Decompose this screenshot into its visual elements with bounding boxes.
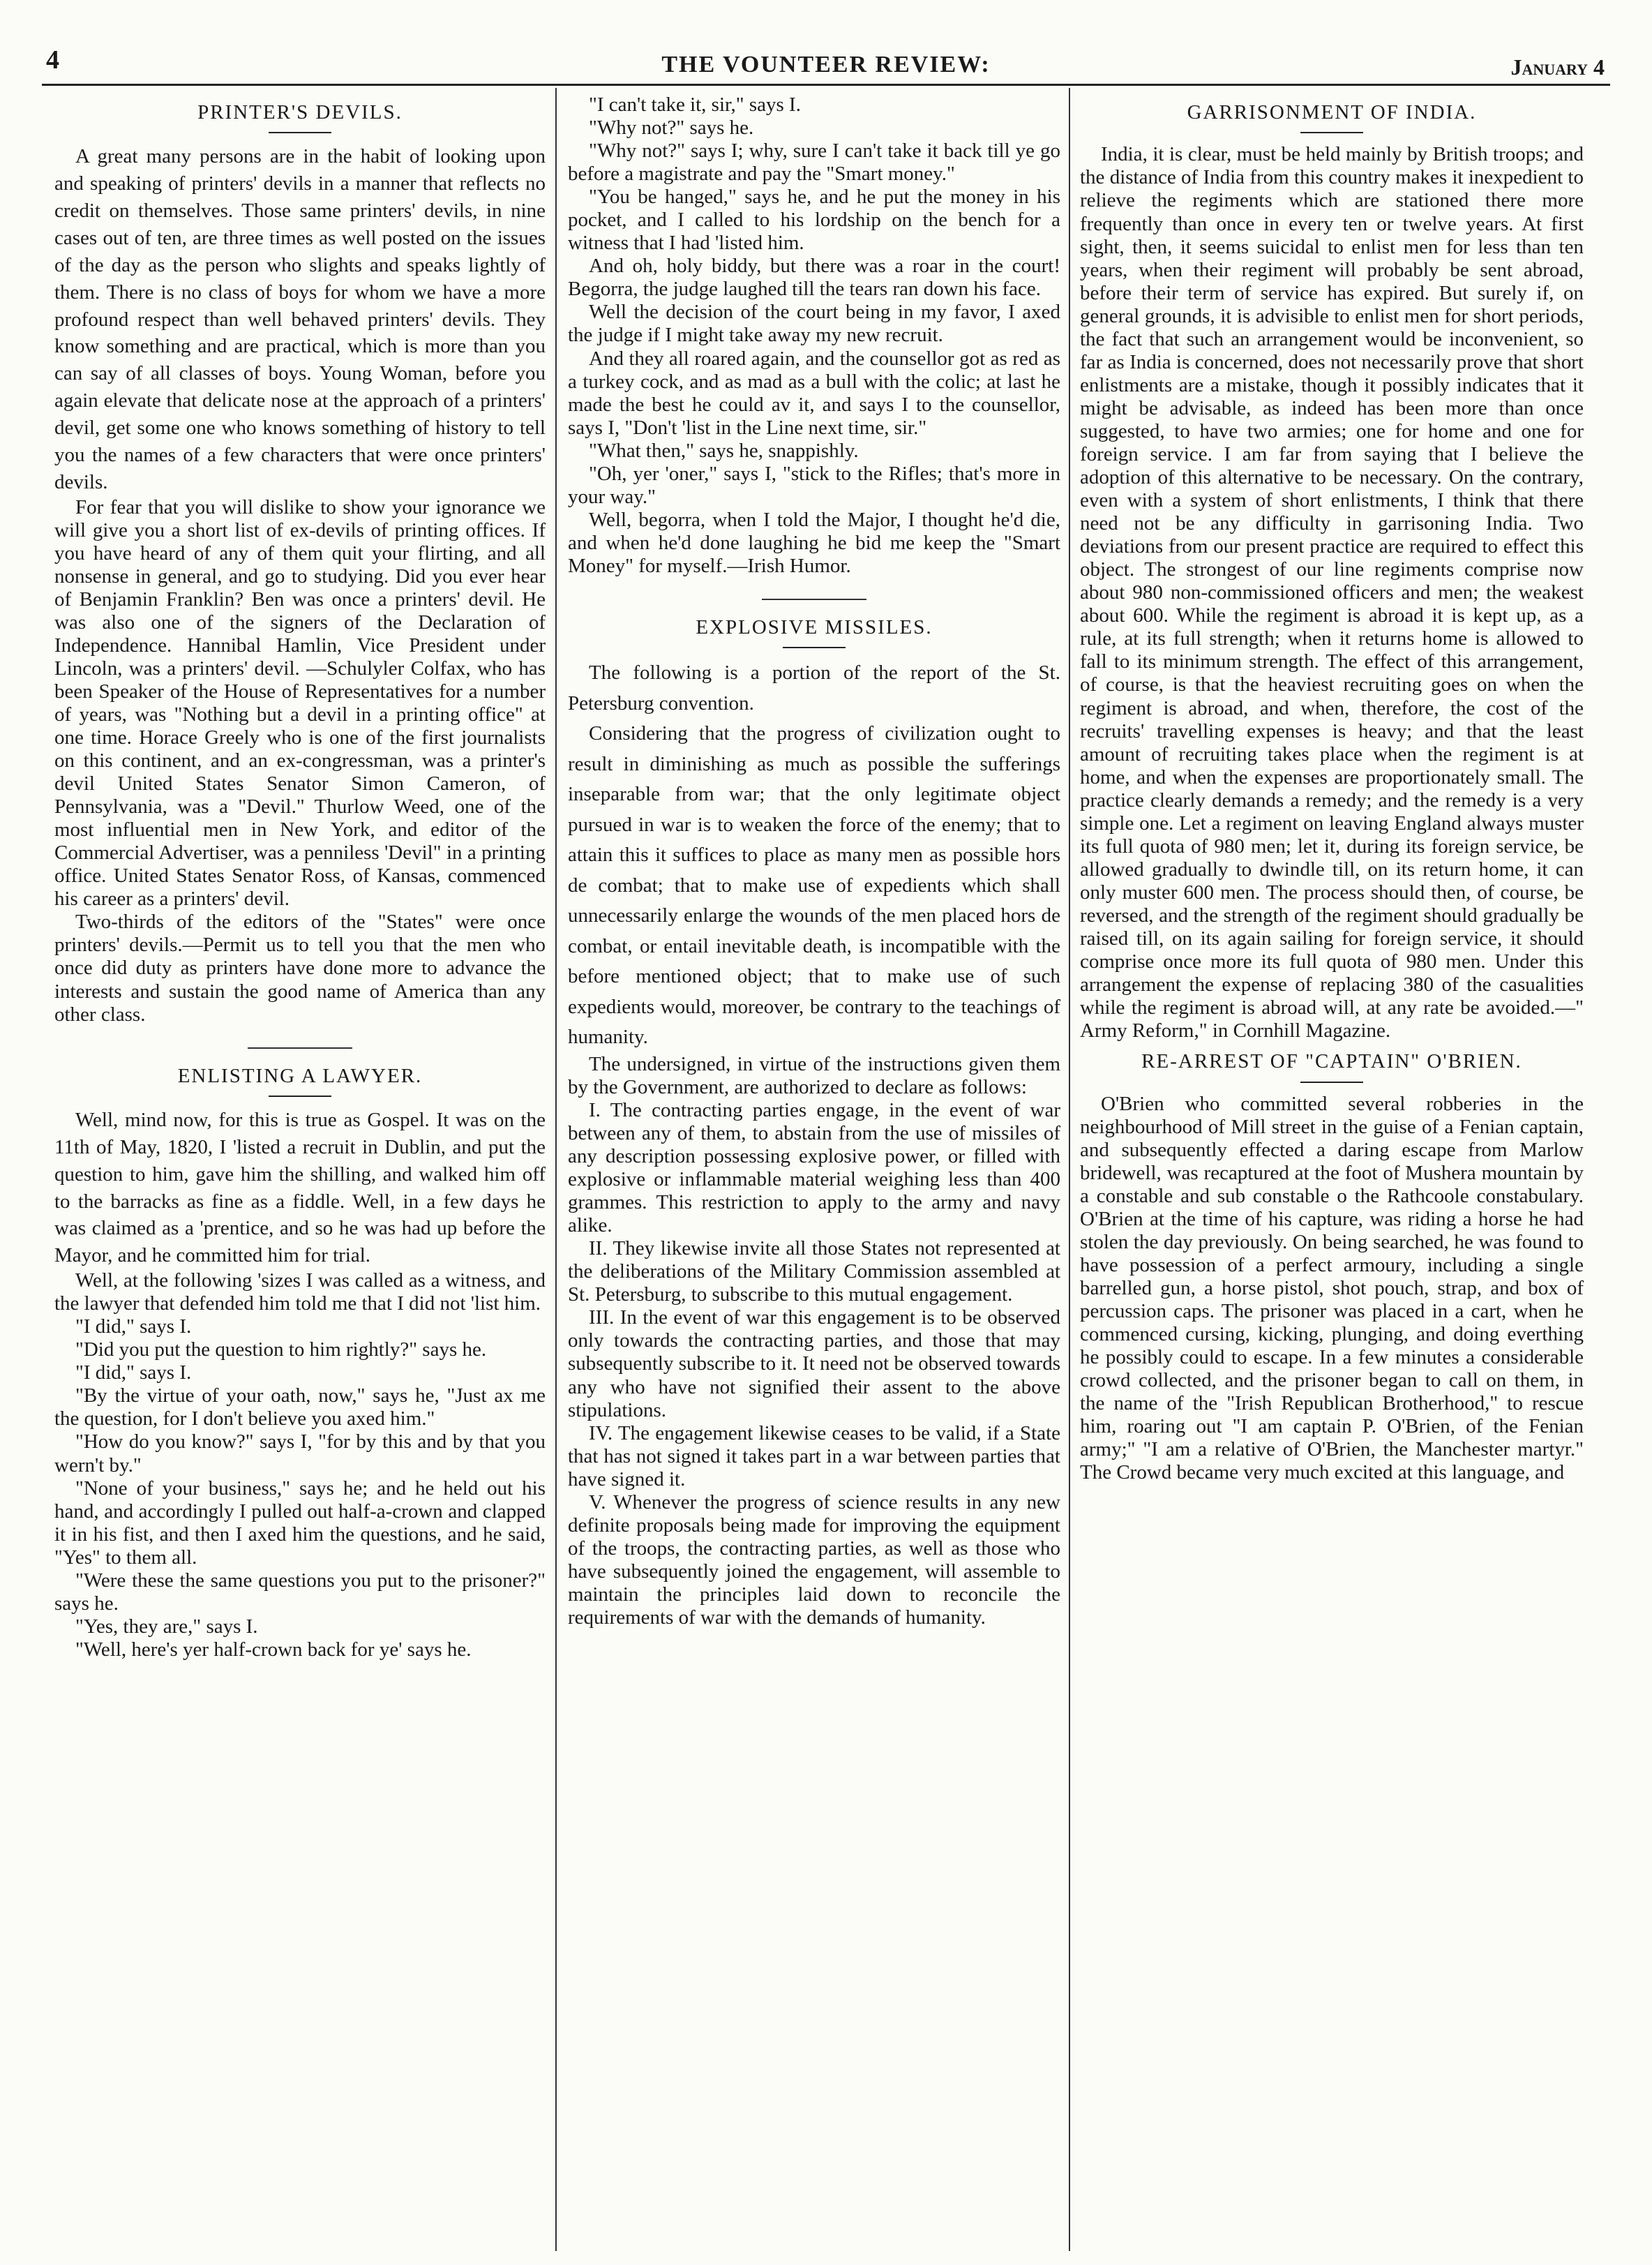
column-1	[54, 94, 546, 2243]
lawyer-paragraph: "Yes, they are," says I.	[75, 1615, 258, 1638]
lawyer-paragraph: "None of your business," says he; and he held out his hand, and accordingly I pulled out half-a-crown and clapped it in his fist, and then I axed him the questions, and he said, "Yes" to them all.	[54, 1477, 546, 1569]
lawyer-continued-paragraph: "What then," says he, snappishly.	[589, 439, 859, 462]
article-separator	[762, 599, 866, 600]
lawyer-paragraph: "Did you put the question to him rightly?" says he.	[75, 1338, 487, 1361]
column-rule-1	[555, 88, 557, 2251]
explosive-paragraph: II. They likewise invite all those States not represented at the deliberations of the Military Commission assembled at St. Petersburg, to subscribe to this mutual engagement.	[568, 1237, 1060, 1306]
lawyer-paragraph: "Were these the same questions you put to the prisoner?" says he.	[54, 1569, 546, 1615]
page-number: 4	[46, 45, 59, 75]
explosive-paragraph: V. Whenever the progress of science results in any new definite proposals being made for improving the equipment of the troops, the contracting parties, as well as those who have subsequently joined the engagement, will assemble to maintain the principles laid down to reconcile the requirements of war with the demands of humanity.	[568, 1490, 1060, 1629]
masthead	[42, 35, 1610, 86]
lawyer-paragraph: "By the virtue of your oath, now," says he, "Just ax me the question, for I don't believe you axed him."	[54, 1384, 546, 1430]
explosive-paragraph: The following is a portion of the report of the St. Petersburg convention.	[568, 661, 1060, 715]
lawyer-continued-paragraph: "Oh, yer 'oner," says I, "stick to the Rifles; that's more in your way."	[568, 462, 1060, 508]
issue-date: January 4	[1510, 54, 1605, 80]
newspaper-title: THE VOUNTEER REVIEW:	[661, 52, 991, 77]
printers-devils-paragraph: Two-thirds of the editors of the "States" were once printers' devils.—Permit us to tell you that the men who once did duty as printers have done more to advance the interests and sustain the good name of America than any other class.	[54, 911, 546, 1026]
enlisting-lawyer-heading: ENLISTING A LAWYER.	[54, 1064, 546, 1097]
lawyer-paragraph: "I did," says I.	[75, 1315, 192, 1338]
india-garrison-heading: GARRISONMENT OF INDIA.	[1080, 100, 1584, 133]
obrien-heading: RE-ARREST OF "CAPTAIN" O'BRIEN.	[1080, 1049, 1584, 1082]
lawyer-continued-paragraph: "You be hanged," says he, and he put the money in his pocket, and I called to his lordship on the bench for a witness that I had 'listed him.	[568, 186, 1060, 255]
explosive-missiles-heading: EXPLOSIVE MISSILES.	[568, 615, 1060, 648]
column-rule-2	[1069, 88, 1070, 2251]
explosive-paragraph: Considering that the progress of civilization ought to result in diminishing as much as possible the sufferings inseparable from war; that the only legitimate object pursued in war is to weaken the force of the enemy; that to attain this it suffices to place as many men as possible hors de combat; that to make use of expedients which shall unnecessarily enlarge the wounds of the men placed hors de combat, or entail inevitable death, is incompatible with the before mentioned object; that to make use of such expedients would, moreover, be contrary to the teachings of humanity.	[568, 722, 1060, 1049]
lawyer-continued-paragraph: "Why not?" says I; why, sure I can't take it back till ye go before a magistrate and pay the "Smart money."	[568, 140, 1060, 186]
explosive-paragraph: I. The contracting parties engage, in the event of war between any of them, to abstain from the use of missiles of any description possessing explosive power, or filled with explosive or inflammable material weighing less than 400 grammes. This restriction to apply to the army and navy alike.	[568, 1098, 1060, 1237]
lawyer-continued-paragraph: And they all roared again, and the counsellor got as red as a turkey cock, and as mad as a bull with the colic; at last he made the best he could av it, and says I to the counsellor, says I, "Don't 'list in the Line next time, sir."	[568, 347, 1060, 439]
lawyer-paragraph: "Well, here's yer half-crown back for ye' says he.	[75, 1638, 472, 1661]
lawyer-paragraph: "How do you know?" says I, "for by this and by that you wern't by."	[54, 1430, 546, 1477]
printers-devils-heading: PRINTER'S DEVILS.	[54, 100, 546, 133]
column-2	[568, 94, 1060, 2243]
lawyer-continued-paragraph: Well, begorra, when I told the Major, I thought he'd die, and when he'd done laughing he bid me keep the "Smart Money" for myself.—Irish Humor.	[568, 508, 1060, 577]
lawyer-continued-paragraph: "I can't take it, sir," says I.	[589, 94, 801, 116]
explosive-paragraph: The undersigned, in virtue of the instructions given them by the Government, are authorized to declare as follows:	[568, 1052, 1060, 1098]
india-paragraph: India, it is clear, must be held mainly by British troops; and the distance of India from this country makes it inexpedient to relieve the regiments which are stationed there more frequently than once in every ten or twelve years. At first sight, then, it seems suicidal to enlist men for less than ten years, when their regiment will probably be sent abroad, before their term of service has expired. But surely if, on general grounds, it is advisible to enlist men for short periods, the fact that such an arrangement would be inconvenient, so far as India is concerned, does not necessarily prove that short enlistments are a mistake, though it possibly indicates that it might be advisable, as indeed has been more than once suggested, to have two armies; one for home and one for foreign service. I am far from saying that I believe the adoption of this alternative to be necessary. On the contrary, even with a system of short enlistments, I think that there need not be any difficulty in garrisoning India. Two deviations from our present practice are required to effect this object. The strongest of our line regiments comprise now about 980 non-commissioned officers and men; the weakest about 600. While the regiment is abroad it is kept up, as a rule, at its full strength; when it returns home is allowed to fall to its minimum strength. The effect of this arrangement, of course, is that the heaviest recruiting goes on when the regiment is abroad, and when, therefore, the cost of the recruits' travelling expenses is heavy; and that the least amount of recruiting takes place when the regiment is at home, and when the expenses are proportionately small. The practice clearly demands a remedy; and the remedy is a very simple one. Let a regiment on leaving England always muster its full quota of 980 men; let it, during its foreign service, be allowed gradually to dwindle till, on its return home, it can only muster 600 men. The process should then, of course, be reversed, and the strength of the regiment should gradually be raised till, on its again sailing for foreign service, it should comprise once more its full quota of 980 men. Under this arrangement the expense of replacing 380 of the casualities while the regiment is abroad will, at any rate be avoided.—" Army Reform," in Cornhill Magazine.	[1080, 143, 1584, 1042]
article-separator	[248, 1047, 352, 1049]
lawyer-paragraph: Well, at the following 'sizes I was called as a witness, and the lawyer that defended him told me that I did not 'list him.	[54, 1269, 546, 1315]
lawyer-continued-paragraph: Well the decision of the court being in my favor, I axed the judge if I might take away my new recruit.	[568, 301, 1060, 347]
column-3	[1080, 94, 1584, 2243]
printers-devils-paragraph: For fear that you will dislike to show your ignorance we will give you a short list of ex-devils of printing offices. If you have heard of any of them quit your flirting, and all nonsense in general, and go to studying. Did you ever hear of Benjamin Franklin? Ben was once a printers' devil. He was also one of the signers of the Declaration of Independence. Hannibal Hamlin, Vice President under Lincoln, was a printers' devil. —Schulyler Colfax, who has been Speaker of the House of Representatives for a number of years, was "Nothing but a devil in a printing office" at one time. Horace Greely who is one of the first journalists on this continent, and an ex-congressman, was a printer's devil United States Senator Simon Cameron, of Pennsylvania, was a "Devil." Thurlow Weed, one of the most influential men in New York, and editor of the Commercial Advertiser, was a penniless 'Devil" in a printing office. United States Senator Ross, of Kansas, commenced his career as a printers' devil.	[54, 495, 546, 911]
explosive-paragraph: IV. The engagement likewise ceases to be valid, if a State that has not signed it takes part in a war between parties that have signed it.	[568, 1421, 1060, 1490]
lawyer-continued-paragraph: And oh, holy biddy, but there was a roar in the court! Begorra, the judge laughed till the tears ran down his face.	[568, 255, 1060, 301]
obrien-paragraph: O'Brien who committed several robberies in the neighbourhood of Mill street in the guise of a Fenian captain, and subsequently effected a daring escape from Marlow bridewell, was recaptured at the foot of Mushera mountain by a constable and sub constable o the Rathcoole constabulary. O'Brien at the time of his capture, was riding a horse he had stolen the day previously. On being searched, he was found to have possession of a perfect armoury, including a single barrelled gun, a horse pistol, shot pouch, strap, and box of percussion caps. The prisoner was placed in a cart, when he commenced cursing, kicking, plunging, and doing everthing he possibly could to escape. In a few minutes a considerable crowd collected, and the prisoner began to call on them, in the name of the "Irish Republican Brotherhood," to rescue him, roaring out "I am captain P. O'Brien, of the Fenian army;" "I am a relative of O'Brien, the Manchester martyr." The Crowd became very much excited at this language, and	[1080, 1092, 1584, 1484]
lawyer-continued-paragraph: "Why not?" says he.	[589, 117, 754, 140]
lawyer-paragraph: "I did," says I.	[75, 1361, 192, 1384]
lawyer-paragraph: Well, mind now, for this is true as Gospel. It was on the 11th of May, 1820, I 'listed a recruit in Dublin, and put the question to him, gave him the shilling, and walked him off to the barracks as fine as a fiddle. Well, in a few days he was claimed as a 'prentice, and so he was had up before the Mayor, and he committed him for trial.	[54, 1109, 546, 1267]
printers-devils-paragraph: A great many persons are in the habit of looking upon and speaking of printers' devils in a manner that reflects no credit on themselves. Those same printers' devils, in nine cases out of ten, are three times as well posted on the issues of the day as the person who slights and speaks lightly of them. There is no class of boys for whom we have a more profound respect than well behaved printers' devils. They know something and are practical, which is more than you can say of all classes of boys. Young Woman, before you again elevate that delicate nose at the approach of a printers' devil, get some one who knows something of history to tell you the names of a few characters that were once printers' devils.	[54, 145, 546, 493]
explosive-paragraph: III. In the event of war this engagement is to be observed only towards the contracting parties, and those that may subsequently subscribe to it. It need not be observed towards any who have not signified their assent to the above stipulations.	[568, 1306, 1060, 1421]
